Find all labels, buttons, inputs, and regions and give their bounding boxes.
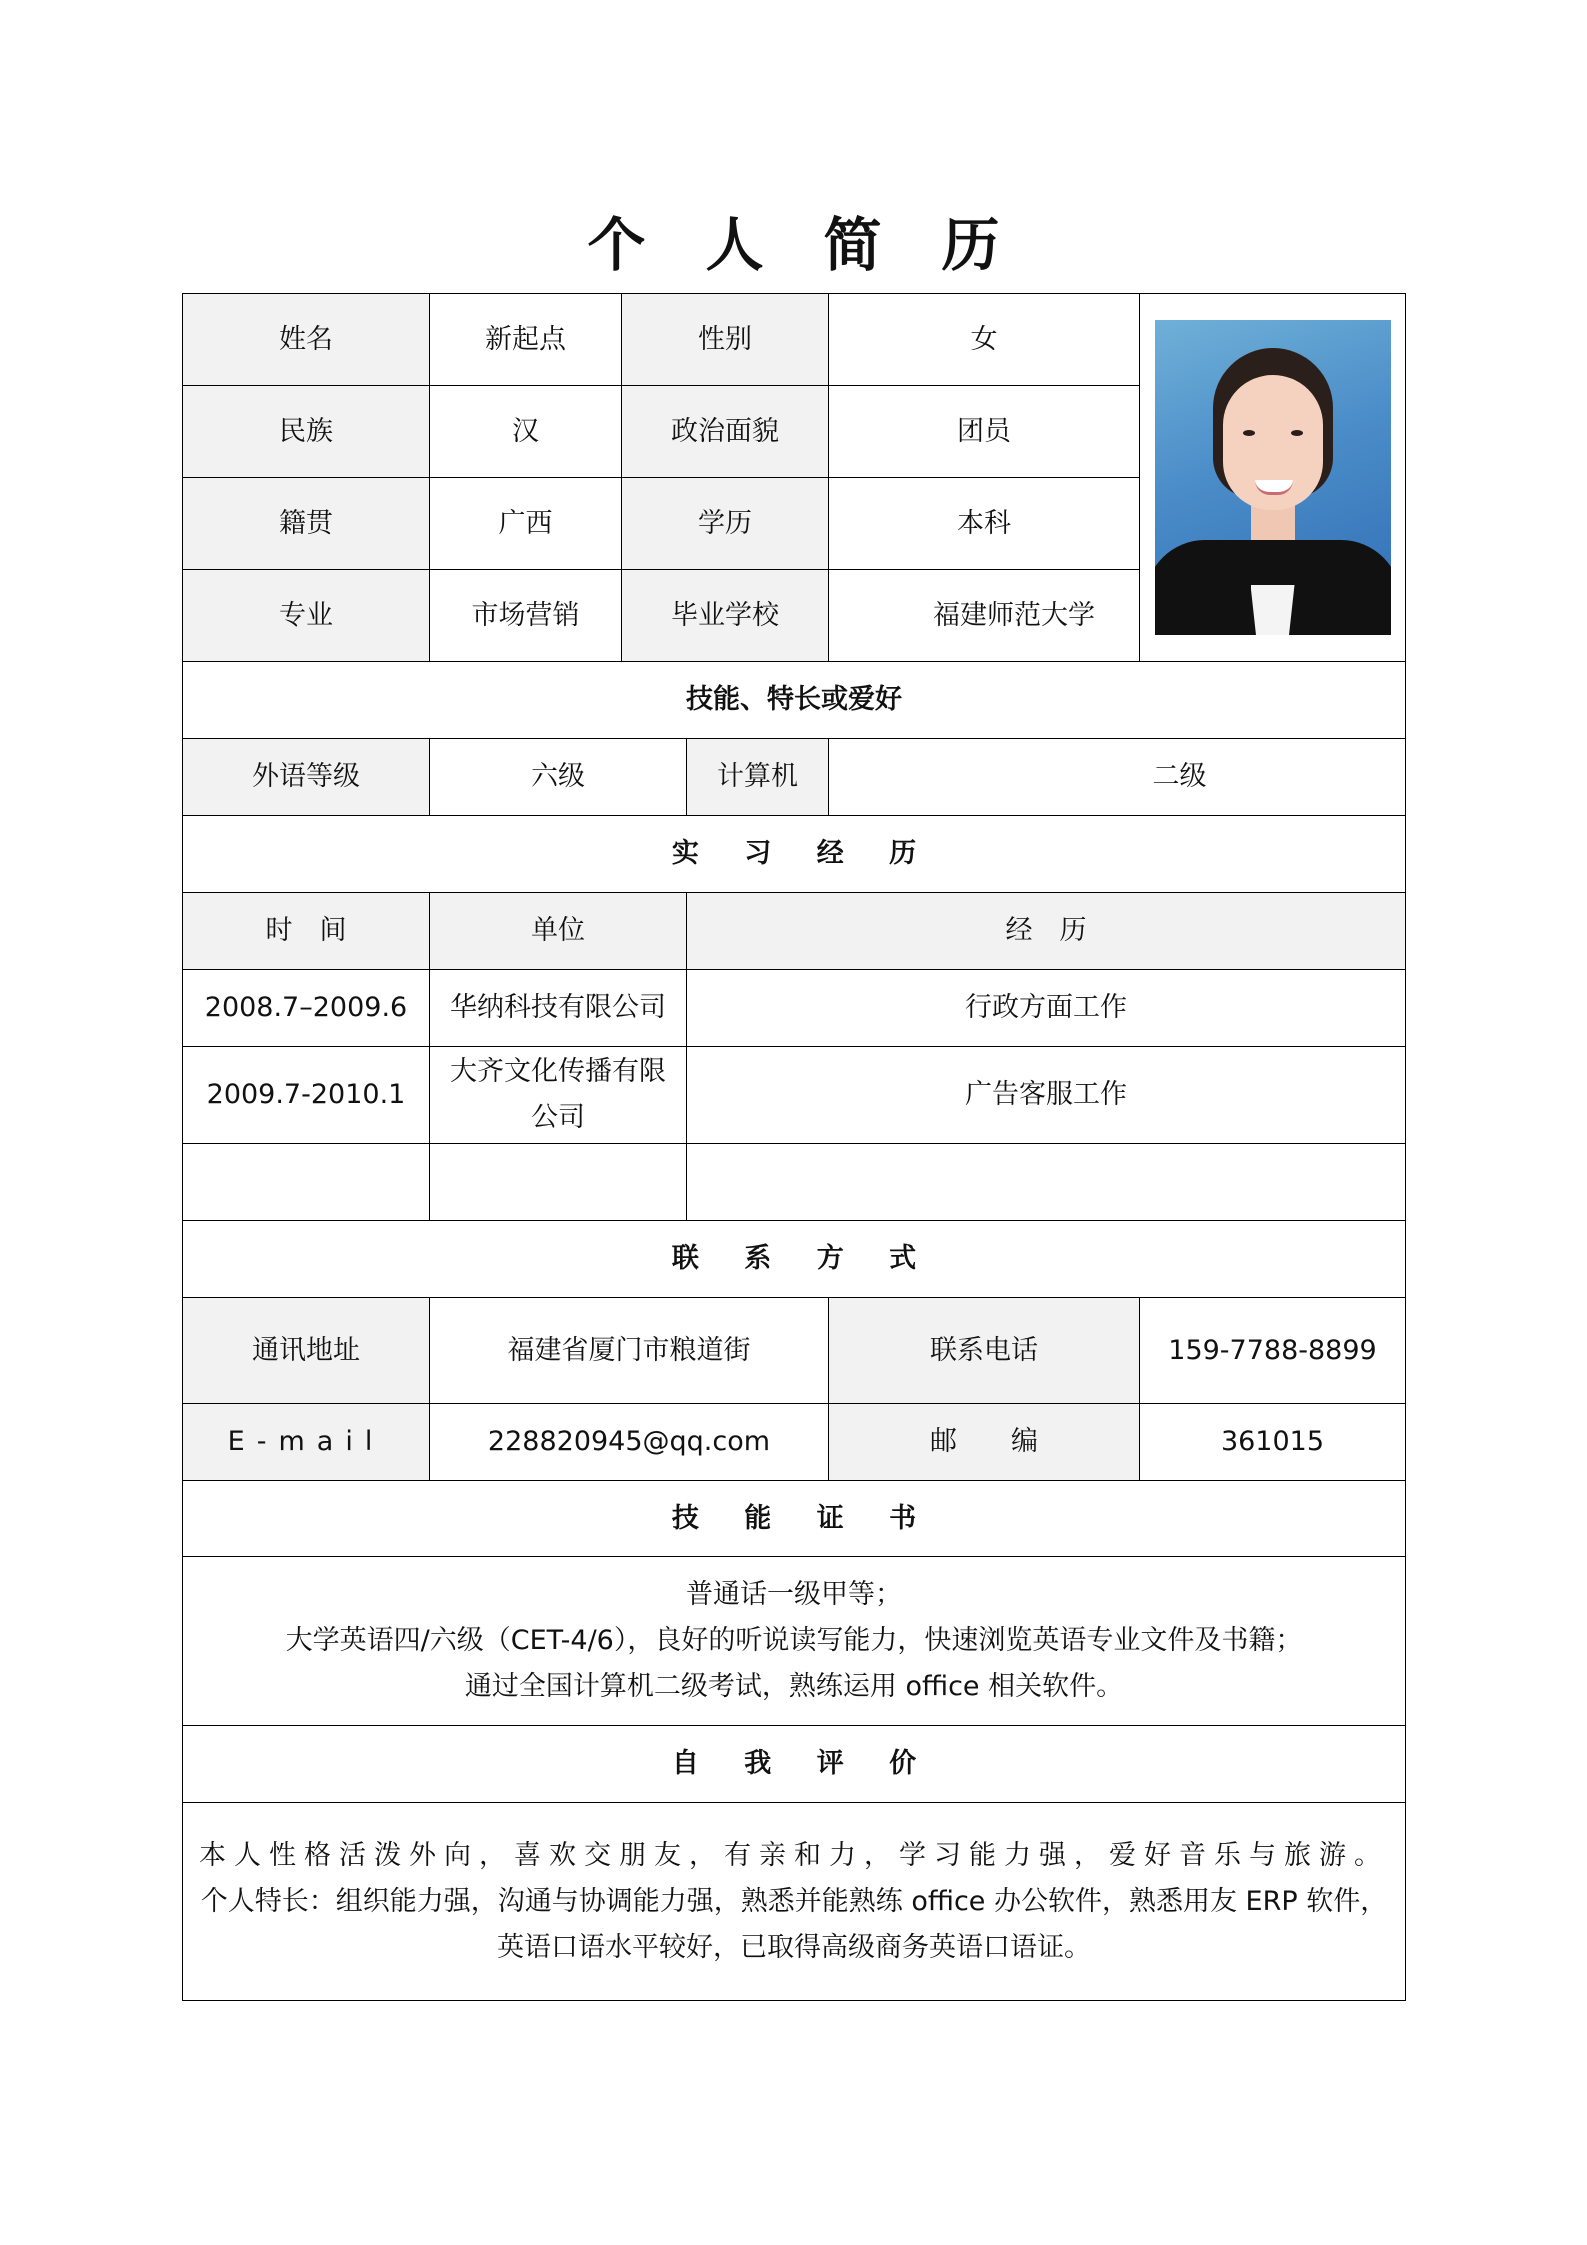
name-value: 新起点 — [430, 294, 622, 386]
internship-experience — [687, 1144, 1406, 1221]
phone-label: 联系电话 — [829, 1298, 1140, 1404]
internship-experience: 广告客服工作 — [687, 1047, 1406, 1144]
phone-value: 159-7788-8899 — [1140, 1298, 1406, 1404]
internship-heading: 实 习 经 历 — [183, 816, 1406, 893]
gender-value: 女 — [829, 294, 1140, 386]
hometown-label: 籍贯 — [183, 478, 430, 570]
address-value: 福建省厦门市粮道街 — [430, 1298, 829, 1404]
gender-label: 性别 — [622, 294, 829, 386]
major-label: 专业 — [183, 570, 430, 662]
school-label: 毕业学校 — [622, 570, 829, 662]
resume-title: 个人简历 — [587, 211, 1060, 279]
skills-heading: 技能、特长或爱好 — [183, 662, 1406, 739]
certificates-content — [183, 1557, 1406, 1726]
certificates-heading: 技 能 证 书 — [183, 1481, 1406, 1557]
portrait-photo — [1155, 320, 1391, 635]
ethnicity-label: 民族 — [183, 386, 430, 478]
internship-row — [183, 1047, 1406, 1144]
internship-col-company: 单位 — [430, 893, 687, 970]
political-status-label: 政治面貌 — [622, 386, 829, 478]
certificate-line: 通过全国计算机二级考试，熟练运用 office 相关软件。 — [464, 1671, 1124, 1702]
computer-value: 二级 — [829, 739, 1406, 816]
foreign-language-label: 外语等级 — [183, 739, 430, 816]
self-evaluation-line: 个人特长：组织能力强，沟通与协调能力强，熟悉并能熟练 office 办公软件，熟悉用友 ERP 软件， — [200, 1885, 1388, 1917]
email-label: E-mail — [183, 1404, 430, 1481]
political-status-value: 团员 — [829, 386, 1140, 478]
contact-heading: 联 系 方 式 — [183, 1221, 1406, 1298]
computer-label: 计算机 — [687, 739, 829, 816]
self-evaluation-heading: 自 我 评 价 — [183, 1726, 1406, 1803]
internship-col-time: 时 间 — [183, 893, 430, 970]
education-label: 学历 — [622, 478, 829, 570]
education-value: 本科 — [829, 478, 1140, 570]
hometown-value: 广西 — [430, 478, 622, 570]
internship-row — [183, 970, 1406, 1047]
major-value: 市场营销 — [430, 570, 622, 662]
internship-time — [183, 1144, 430, 1221]
foreign-language-value: 六级 — [430, 739, 687, 816]
address-label: 通讯地址 — [183, 1298, 430, 1404]
certificate-line: 普通话一级甲等； — [686, 1579, 902, 1610]
resume-table — [182, 293, 1406, 2001]
photo-cell — [1140, 294, 1406, 662]
internship-time: 2008.7–2009.6 — [183, 970, 430, 1047]
self-evaluation-line: 英语口语水平较好，已取得高级商务英语口语证。 — [497, 1931, 1091, 1963]
zip-label: 邮 编 — [829, 1404, 1140, 1481]
internship-company — [430, 1144, 687, 1221]
ethnicity-value: 汉 — [430, 386, 622, 478]
self-evaluation-line: 本人性格活泼外向，喜欢交朋友，有亲和力，学习能力强，爱好音乐与旅游。 — [199, 1839, 1389, 1871]
name-label: 姓名 — [183, 294, 430, 386]
internship-experience: 行政方面工作 — [687, 970, 1406, 1047]
internship-time: 2009.7-2010.1 — [183, 1047, 430, 1144]
self-evaluation-content — [183, 1803, 1406, 2001]
internship-company: 大齐文化传播有限公司 — [430, 1047, 687, 1144]
internship-col-experience: 经 历 — [687, 893, 1406, 970]
internship-company: 华纳科技有限公司 — [430, 970, 687, 1047]
internship-row-empty — [183, 1144, 1406, 1221]
certificate-line: 大学英语四/六级（CET-4/6），良好的听说读写能力，快速浏览英语专业文件及书籍； — [285, 1625, 1303, 1656]
school-value: 福建师范大学 — [829, 570, 1140, 662]
email-value: 228820945@qq.com — [430, 1404, 829, 1481]
zip-value: 361015 — [1140, 1404, 1406, 1481]
